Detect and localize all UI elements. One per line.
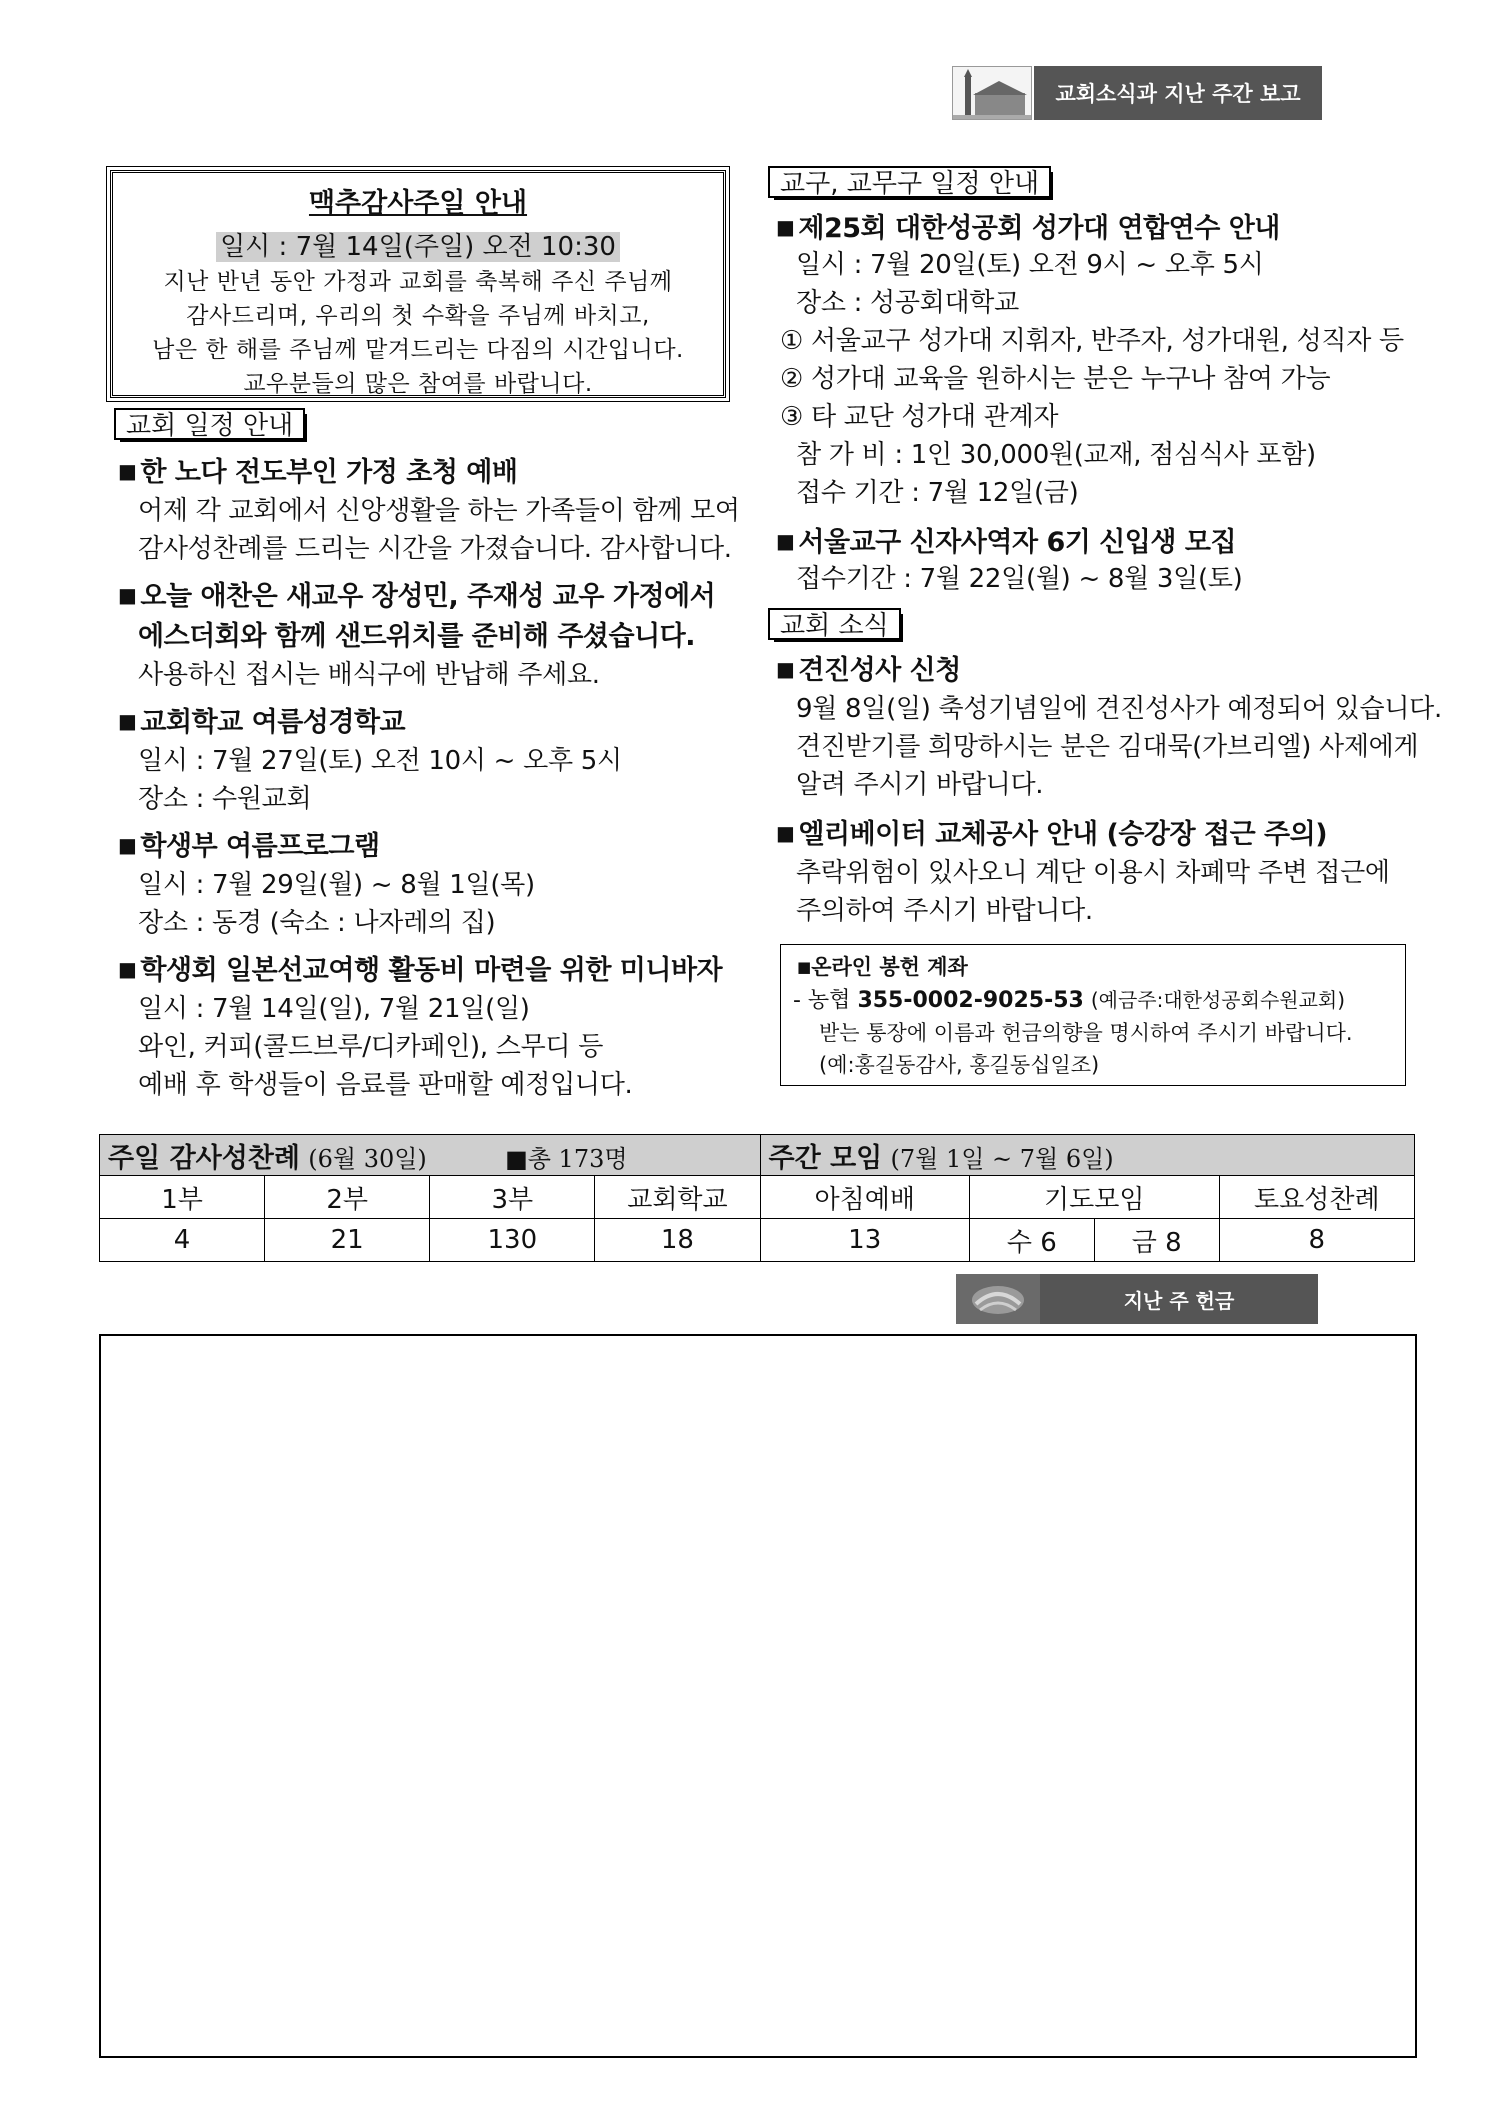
offering-banner [956,1274,1318,1324]
schedule-line: 장소 : 수원교회 [138,784,312,814]
schedule-line: 와인, 커피(콜드브루/디카페인), 스무디 등 [138,1032,604,1062]
schedule-line: 일시 : 7월 14일(일), 7월 21일(일) [138,994,530,1024]
schedule-line: 예배 후 학생들이 음료를 판매할 예정입니다. [138,1070,633,1100]
church-building-icon [952,66,1032,120]
offering-list-box [99,1334,1417,2058]
news-line: 9월 8일(일) 축성기념일에 견진성사가 예정되어 있습니다. [796,694,1442,724]
news-line: 견진받기를 희망하시는 분은 김대묵(가브리엘) 사제에게 [796,732,1419,762]
table-header-cell: 기도모임 [969,1176,1219,1219]
table-cell: 130 [430,1219,595,1262]
offering-title: 지난 주 헌금 [1040,1274,1318,1324]
news-item-title: ■ 견진성사 신청 [776,655,961,686]
diocese-line: 참 가 비 : 1인 30,000원(교재, 점심식사 포함) [796,440,1316,470]
table-cell: 18 [595,1219,760,1262]
schedule-item-title: ■ 오늘 애찬은 새교우 장성민, 주재성 교우 가정에서 [118,581,716,612]
banner-title: 교회소식과 지난 주간 보고 [1034,66,1322,120]
total-count: ■총 173명 [505,1144,628,1173]
weekly-meeting-header: 주간 모임 (7월 1일 ~ 7월 6일) [760,1135,1415,1176]
account-title: ■온라인 봉헌 계좌 [797,955,968,979]
schedule-line: 사용하신 접시는 배식구에 반납해 주세요. [138,660,600,690]
diocese-numbered-line: ③ 타 교단 성가대 관계자 [780,402,1059,432]
table-header-cell: 토요성찬례 [1219,1176,1414,1219]
account-example: (예:홍길동감사, 홍길동십일조) [819,1053,1100,1077]
table-header-cell: 교회학교 [595,1176,760,1219]
schedule-line: 감사성찬례를 드리는 시간을 가졌습니다. 감사합니다. [138,534,732,564]
account-number: 355-0002-9025-53 [857,988,1084,1013]
diocese-item-title: ■ 제25회 대한성공회 성가대 연합연수 안내 [776,213,1280,244]
table-header-cell: 아침예배 [760,1176,969,1219]
notice-line: 감사드리며, 우리의 첫 수확을 주님께 바치고, [186,303,650,329]
section-banner [952,66,1322,120]
diocese-line: 일시 : 7월 20일(토) 오전 9시 ~ 오후 5시 [796,250,1264,280]
notice-line: 교우분들의 많은 참여를 바랍니다. [243,371,593,397]
table-cell: 8 [1219,1219,1414,1262]
table-header-cell: 3부 [430,1176,595,1219]
table-header-cell: 2부 [265,1176,430,1219]
account-line: - 농협 355-0002-9025-53 (예금주:대한성공회수원교회) [793,988,1346,1013]
schedule-line: 장소 : 동경 (숙소 : 나자레의 집) [138,908,496,938]
schedule-item-title: ■ 학생부 여름프로그램 [118,831,380,862]
sunday-service-header: 주일 감사성찬례 (6월 30일) ■총 173명 [100,1135,761,1176]
schedule-line: 일시 : 7월 27일(토) 오전 10시 ~ 오후 5시 [138,746,622,776]
news-item-title: ■ 엘리베이터 교체공사 안내 (승강장 접근 주의) [776,819,1328,850]
section-heading-church-news: 교회 소식 [768,608,901,640]
notice-line: 지난 반년 동안 가정과 교회를 축복해 주신 주님께 [163,269,673,295]
table-title-row [100,1135,1415,1176]
table-row [100,1176,1415,1219]
news-line: 추락위험이 있사오니 계단 이용시 차폐막 주변 접근에 [796,858,1390,888]
notice-title: 맥추감사주일 안내 [308,188,528,219]
table-cell: 13 [760,1219,969,1262]
thanksgiving-notice [110,170,726,398]
schedule-item-title: ■ 한 노다 전도부인 가정 초청 예배 [118,457,518,488]
diocese-numbered-line: ② 성가대 교육을 원하시는 분은 누구나 참여 가능 [780,364,1331,394]
table-cell: 21 [265,1219,430,1262]
diocese-numbered-line: ① 서울교구 성가대 지휘자, 반주자, 성가대원, 성직자 등 [780,326,1404,356]
diocese-line: 접수 기간 : 7월 12일(금) [796,478,1079,508]
schedule-item-title: ■ 교회학교 여름성경학교 [118,707,406,738]
hands-icon [956,1274,1040,1324]
table-cell: 4 [100,1219,265,1262]
diocese-item-title: ■ 서울교구 신자사역자 6기 신입생 모집 [776,527,1237,558]
schedule-item-title: ■ 학생회 일본선교여행 활동비 마련을 위한 미니바자 [118,955,723,986]
section-heading-diocese-schedule: 교구, 교무구 일정 안내 [768,166,1051,198]
notice-date: 일시 : 7월 14일(주일) 오전 10:30 [216,232,620,262]
news-line: 주의하여 주시기 바랍니다. [796,896,1093,926]
online-offering-account [780,944,1406,1086]
table-cell: 수 6 [969,1219,1094,1262]
section-heading-church-schedule: 교회 일정 안내 [114,408,305,440]
schedule-line: 일시 : 7월 29일(월) ~ 8월 1일(목) [138,870,535,900]
news-line: 알려 주시기 바랍니다. [796,770,1044,800]
notice-line: 남은 한 해를 주님께 맡겨드리는 다짐의 시간입니다. [152,337,684,363]
attendance-table [99,1134,1415,1262]
table-cell: 금 8 [1094,1219,1219,1262]
account-note: 받는 통장에 이름과 헌금의향을 명시하여 주시기 바랍니다. [819,1021,1353,1045]
table-header-cell: 1부 [100,1176,265,1219]
diocese-line: 접수기간 : 7월 22일(월) ~ 8월 3일(토) [796,564,1243,594]
schedule-item-title-cont: 에스더회와 함께 샌드위치를 준비해 주셨습니다. [138,621,695,652]
schedule-line: 어제 각 교회에서 신앙생활을 하는 가족들이 함께 모여 [138,496,740,526]
diocese-line: 장소 : 성공회대학교 [796,288,1019,318]
table-row [100,1219,1415,1262]
